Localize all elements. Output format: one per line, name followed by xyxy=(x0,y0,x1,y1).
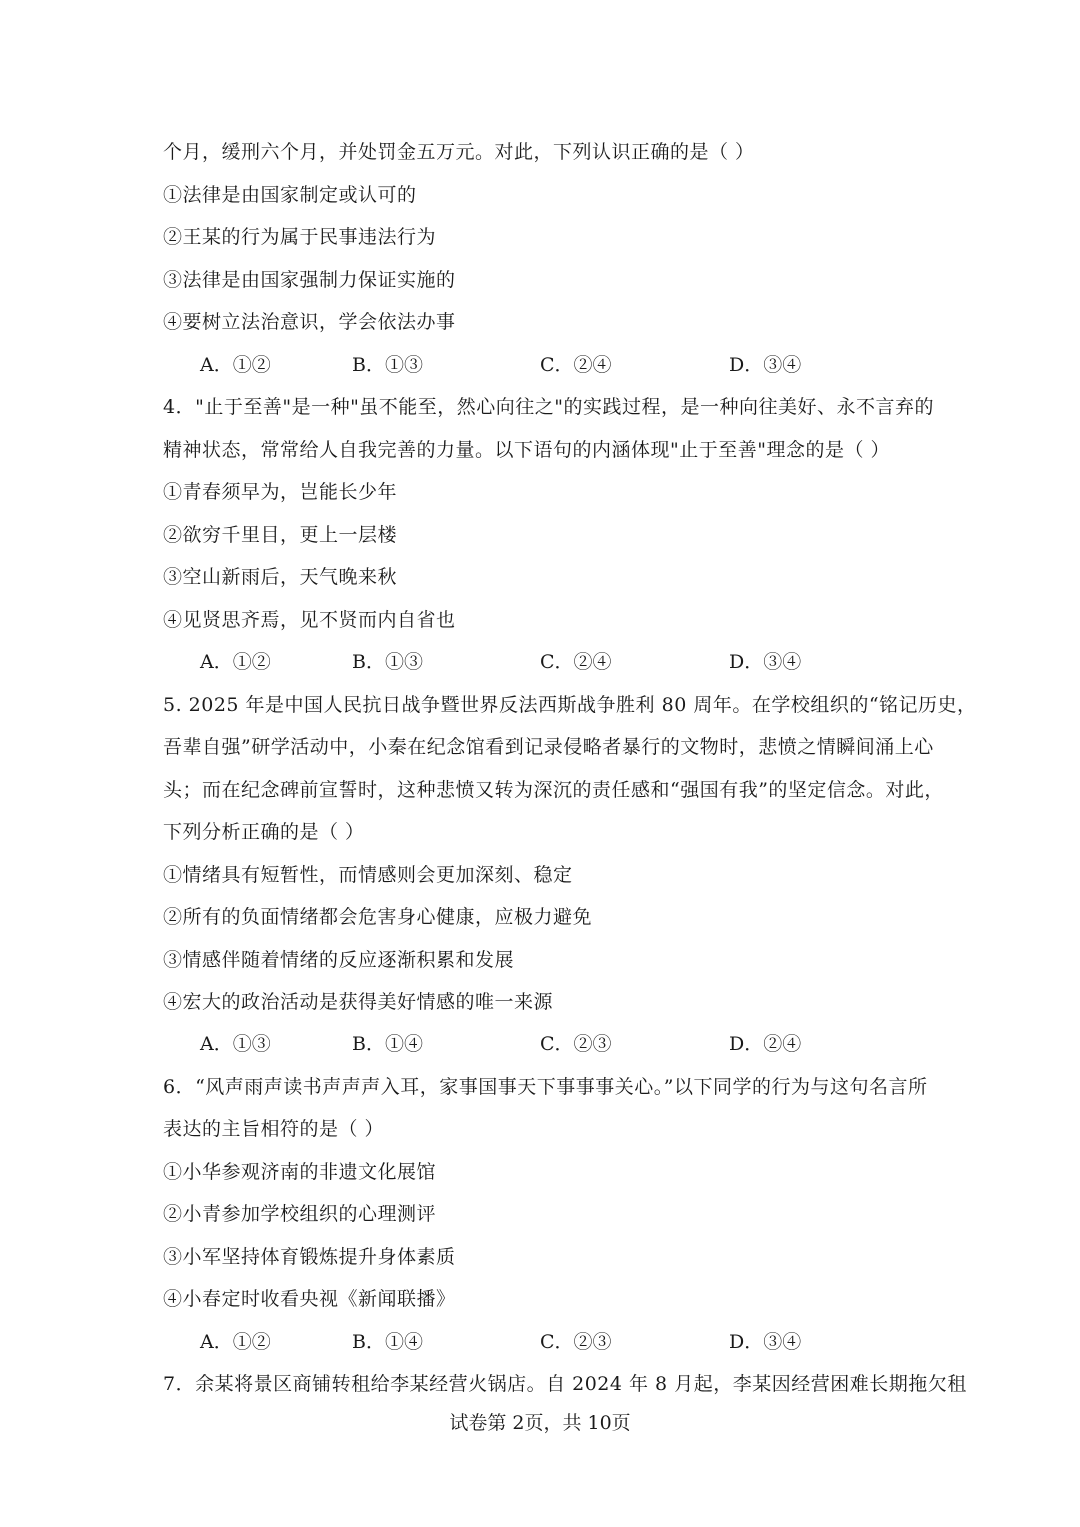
q5-stem-line-3: 头；而在纪念碑前宣誓时，这种悲愤又转为深沉的责任感和“强国有我”的坚定信念。对此， xyxy=(163,779,944,801)
q6-item-1: ①小华参观济南的非遗文化展馆 xyxy=(163,1161,437,1183)
q4-option-b: B．①③ xyxy=(352,651,423,673)
q3-option-a: A．①② xyxy=(200,354,271,376)
q6-option-b: B．①④ xyxy=(352,1331,423,1353)
q3-stem-line: 个月，缓刑六个月，并处罚金五万元。对此，下列认识正确的是（ ） xyxy=(163,141,755,163)
q4-item-4: ④见贤思齐焉，见不贤而内自省也 xyxy=(163,609,456,631)
q4-option-c: C．②④ xyxy=(540,651,612,673)
q4-stem-line-1: 4．"止于至善"是一种"虽不能至，然心向往之"的实践过程，是一种向往美好、永不言弃的 xyxy=(163,396,935,418)
q5-stem-line-1: 5. 2025 年是中国人民抗日战争暨世界反法西斯战争胜利 80 周年。在学校组织的“铭记历史， xyxy=(163,694,977,716)
q5-option-a: A．①③ xyxy=(200,1033,271,1055)
q6-option-c: C．②③ xyxy=(540,1331,612,1353)
q5-item-1: ①情绪具有短暂性，而情感则会更加深刻、稳定 xyxy=(163,864,573,886)
q6-stem-line-1: 6．“风声雨声读书声声声入耳，家事国事天下事事事关心。”以下同学的行为与这句名言所 xyxy=(163,1076,928,1098)
q3-option-b: B．①③ xyxy=(352,354,423,376)
q5-option-d: D．②④ xyxy=(729,1033,802,1055)
q4-option-a: A．①② xyxy=(200,651,271,673)
q6-item-2: ②小青参加学校组织的心理测评 xyxy=(163,1203,437,1225)
q3-item-2: ②王某的行为属于民事违法行为 xyxy=(163,226,437,248)
q6-item-4: ④小春定时收看央视《新闻联播》 xyxy=(163,1288,456,1310)
q5-item-4: ④宏大的政治活动是获得美好情感的唯一来源 xyxy=(163,991,554,1013)
page-footer: 试卷第 2页，共 10页 xyxy=(449,1412,631,1434)
q5-stem-line-4: 下列分析正确的是（ ） xyxy=(163,821,365,843)
q5-stem-line-2: 吾辈自强”研学活动中，小秦在纪念馆看到记录侵略者暴行的文物时，悲愤之情瞬间涌上心 xyxy=(163,736,934,758)
q6-item-3: ③小军坚持体育锻炼提升身体素质 xyxy=(163,1246,456,1268)
q3-item-1: ①法律是由国家制定或认可的 xyxy=(163,184,417,206)
q5-item-2: ②所有的负面情绪都会危害身心健康，应极力避免 xyxy=(163,906,593,928)
q3-option-d: D．③④ xyxy=(729,354,802,376)
q6-stem-line-2: 表达的主旨相符的是（ ） xyxy=(163,1118,385,1140)
q4-option-d: D．③④ xyxy=(729,651,802,673)
q4-item-2: ②欲穷千里目，更上一层楼 xyxy=(163,524,398,546)
q6-option-a: A．①② xyxy=(200,1331,271,1353)
q7-stem-line-1: 7．余某将景区商铺转租给李某经营火锅店。自 2024 年 8 月起，李某因经营困难长期拖欠租 xyxy=(163,1373,967,1395)
q6-option-d: D．③④ xyxy=(729,1331,802,1353)
q4-stem-line-2: 精神状态，常常给人自我完善的力量。以下语句的内涵体现"止于至善"理念的是（ ） xyxy=(163,439,891,461)
q4-item-1: ①青春须早为，岂能长少年 xyxy=(163,481,398,503)
q5-option-b: B．①④ xyxy=(352,1033,423,1055)
q5-item-3: ③情感伴随着情绪的反应逐渐积累和发展 xyxy=(163,949,515,971)
q3-item-4: ④要树立法治意识，学会依法办事 xyxy=(163,311,456,333)
q3-option-c: C．②④ xyxy=(540,354,612,376)
q4-item-3: ③空山新雨后，天气晚来秋 xyxy=(163,566,398,588)
q3-item-3: ③法律是由国家强制力保证实施的 xyxy=(163,269,456,291)
q5-option-c: C．②③ xyxy=(540,1033,612,1055)
